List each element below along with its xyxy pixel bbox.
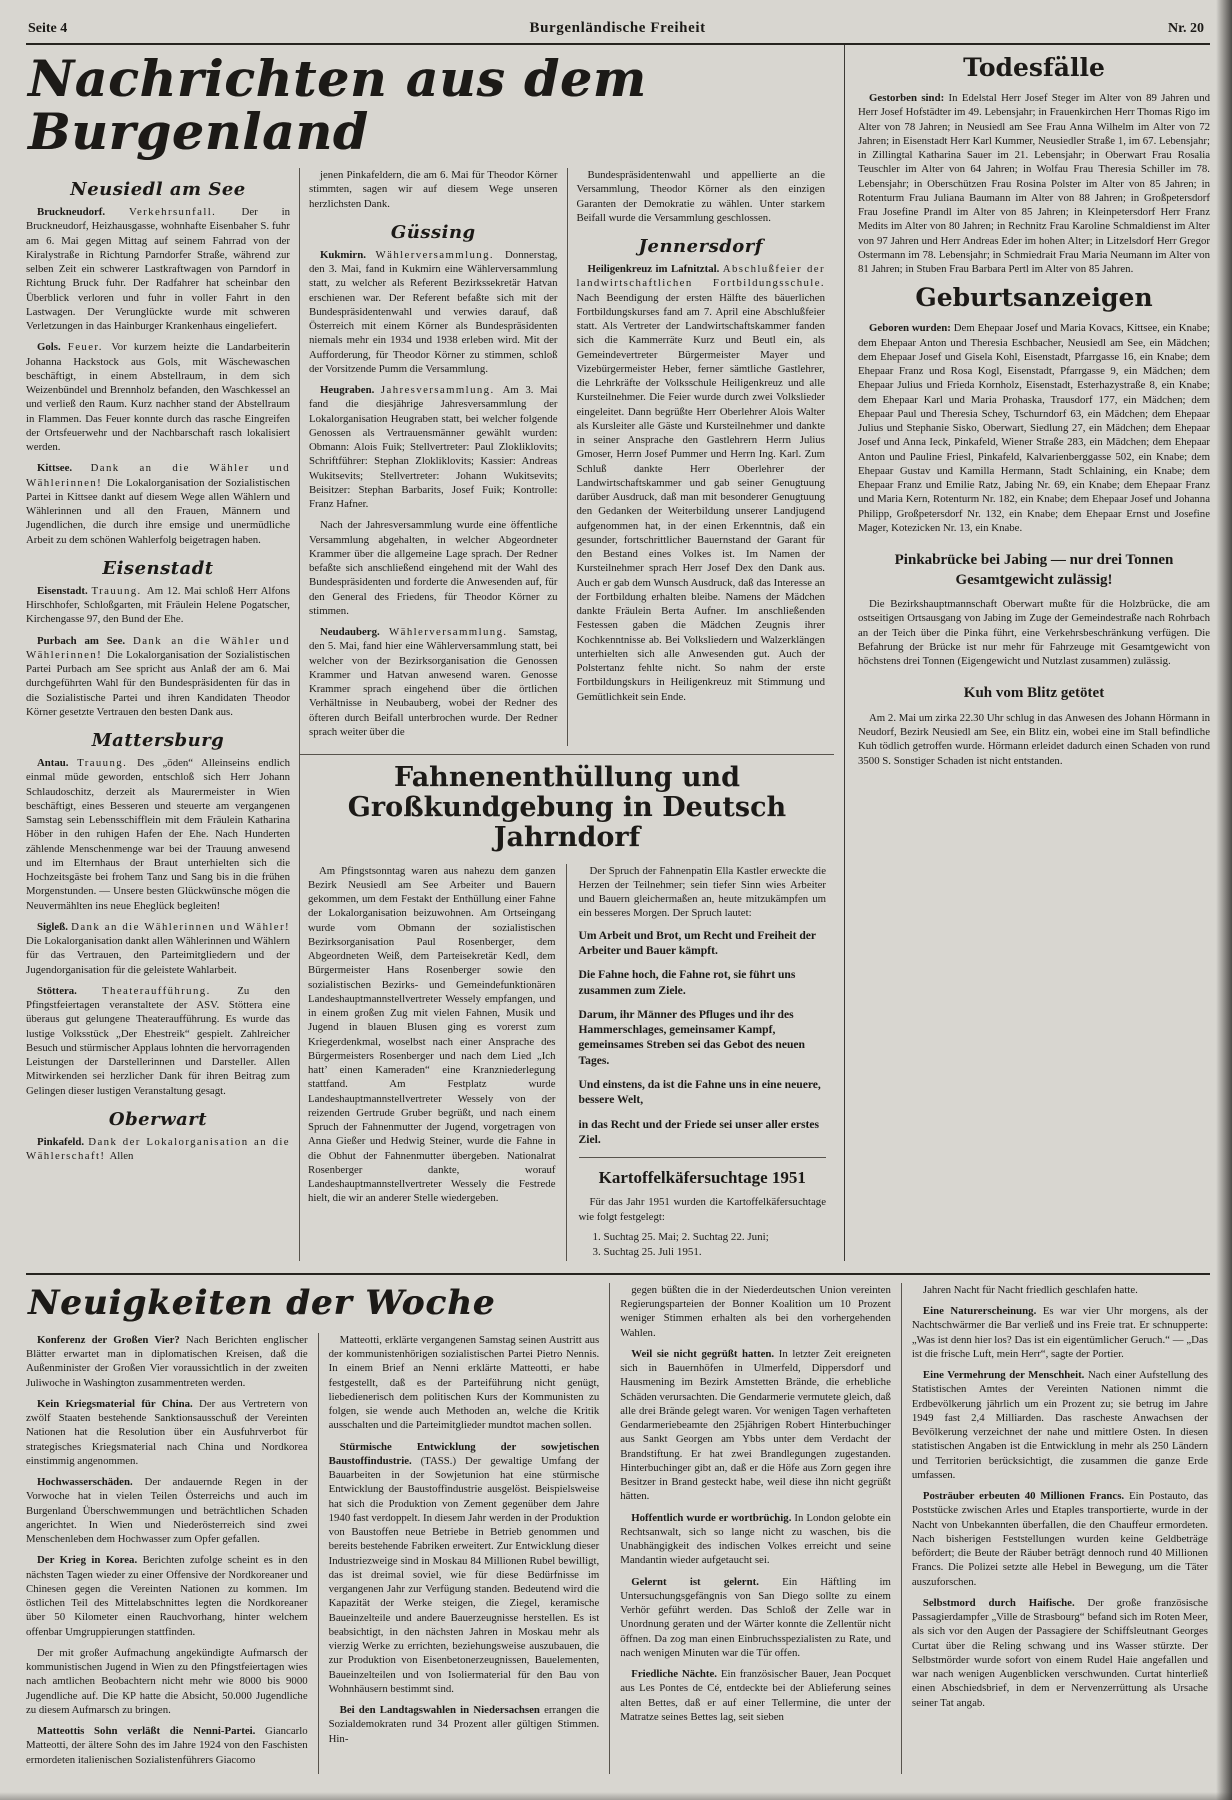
article-paragraph: Sigleß. Dank an die Wählerinnen und Wähler! Die Lokalorganisation dankt allen Wählerinnen und Wählern für das Vertrauen, den Parteimitgliedern und der Jugendorganisation für die geleistete Wahlarbeit. bbox=[26, 920, 290, 976]
article-paragraph: Kittsee. Dank an die Wähler und Wählerinnen! Die Lokalorganisation der Sozialistischen Partei in Kittsee dankt auf diesem Wege allen Wählern und Wählerinnen und all den Frauen, Männern und Jugendlichen, die durch ihre emsige und unermüdliche Arbeit zu dem schönen Wahlerfolg beigetragen haben. bbox=[26, 462, 290, 546]
page-number: Seite 4 bbox=[28, 21, 68, 36]
column-2-3-zone bbox=[299, 168, 834, 1261]
article-paragraph: Weil sie nicht gegrüßt hatten. In letzter Zeit ereigneten sich in Bauernhöfen in Ulmerfeld, Dippersdorf und Hausmening im Bezirk Amstetten Brände, die erhebliche Schäden verursachten. Die Gendarmerie vermutete gleich, daß alle drei Brände gelegt waren. Vor wenigen Tagen verhafteten Gendarmeriebeamte den 25jährigen Robert Hinterbuchinger aus Sankt Georgen am Ybbs unter dem Verdacht der Brandstiftung. Er hat zwei Brandlegungen zugestanden. Hinterbuchinger gibt an, daß er die Höfe aus Zorn gegen ihre Besitzer in Brand gesteckt habe, weil diese ihn nicht gegrüßt hätten. bbox=[620, 1347, 891, 1503]
right-column bbox=[844, 45, 1210, 1261]
issue-number: Nr. 20 bbox=[1167, 21, 1204, 36]
bottom-section bbox=[26, 1273, 1210, 1774]
article-paragraph: Bundespräsidentenwahl und appellierte an die Versammlung, Theodor Körner als den einzigen Garanten der Demokratie zu wählen. Unter starkem Beifall wurde die Versammlung geschlossen. bbox=[576, 169, 825, 224]
article-paragraph: Kukmirn. Wählerversammlung. Donnerstag, den 3. Mai, fand in Kukmirn eine Wählerversammlung statt, zu welcher als Referent Bezirkssekretär Hatvan erschienen war. Der Referent befaßte sich mit der Bundespräsidentenwahl und verwies darauf, daß Österreich mit einem Körner als Bundespräsidenten niemals mehr ein 1934 und 1938 erleben wird. Mit der Aufforderung, für Theodor Körner zu stimmen, schloß der Vorsitzende Pumm die Versammlung. bbox=[309, 248, 558, 375]
article-heading: Pinkabrücke bei Jabing — nur drei Tonnen Gesamtgewicht zulässig! bbox=[894, 552, 1174, 588]
article-heading: Kuh vom Blitz getötet bbox=[963, 685, 1105, 702]
column-1 bbox=[26, 168, 299, 1261]
poem-line: Darum, ihr Männer des Pfluges und ihr des Hammerschlages, gemeinsamer Kampf, gemeinsames Streben sei das Gebot des neuen Tages. bbox=[578, 1007, 806, 1067]
article-paragraph: Der Krieg in Korea. Berichten zufolge scheint es in den nächsten Tagen wieder zu einer Offensive der Nordkoreaner und Chinesen gegen die Vereinten Nationen zu kommen. Im östlichen Teil des Mittelabschnittes legten die Nordkoreaner über 50 Kilometer einen Rauchvorhang, hinter welchem offenbar Umgruppierungen stattfinden. bbox=[26, 1554, 308, 1638]
column-heading: Geburtsanzeigen bbox=[915, 283, 1153, 313]
article-paragraph: Konferenz der Großen Vier? Nach Berichten englischer Blätter erwartet man in diplomatischen Kreisen, daß die Außenminister der Großen Vier voraussichtlich in der zweiten Juliwoche in Washington zusammentreten werden. bbox=[26, 1333, 308, 1389]
article-paragraph: Antau. Trauung. Des „öden“ Alleinseins endlich einmal müde geworden, entschloß sich Herr Johann Schlaudoschitz, derzeit als Maurermeister in Wien beschäftigt, eines Besseren und steuerte am vergangenen Samstag sein Lebensschifflein mit dem Fräulein Katharina Höber in den ruhigen Hafen der Ehe. Nach Hunderten zählende Menschenmenge war bei der Trauung anwesend und im Elternhaus der Braut unterhielten sich die Hochzeitsgäste bei frohem Tanz und Sang bis in die frühen Morgenstunden. — Unsere besten Glückwünsche mögen die Neuvermählten ins neue Eheglück begleiten! bbox=[26, 757, 290, 912]
section-heading: Neusiedl am See bbox=[70, 179, 246, 200]
article-paragraph: Hochwasserschäden. Der andauernde Regen in der Vorwoche hat in vielen Teilen Österreichs und auch im Burgenland Überschwemmungen und beträchtlichen Schaden angerichtet. In Wien und Niederösterreich sind zwei Menschenleben dem Hochwasser zum Opfer gefallen. bbox=[26, 1476, 308, 1546]
top-section bbox=[26, 45, 1210, 1261]
scan-bottom-shadow bbox=[0, 1792, 1232, 1800]
newspaper-title: Burgenländische Freiheit bbox=[529, 20, 706, 36]
article-paragraph: Heugraben. Jahresversammlung. Am 3. Mai fand die diesjährige Jahresversammlung der Lokalorganisation Heugraben statt, bei welcher folgende Genossen als Vertrauensmänner gewählt wurden: Obmann: Alois Fuik; Stellvertreter: Paul Zlokliklovits; Schriftführer: Stephan Zlokliklovits; Kassier: Andreas Wukitsevits; Stellvertreter: Johann Wukitsevits; Beisitzer: Stephan Barbarits, Josef Fuik; Kontrolle: Franz Hafner. bbox=[309, 384, 558, 510]
article-paragraph: Am Pfingstsonntag waren aus nahezu dem ganzen Bezirk Neusiedl am See Arbeiter und Bauern gekommen, um dem Festakt der Enthüllung einer Fahne der Lokalorganisation beizuwohnen. Am Ortseingang wurde vom Obmann der sozialistischen Bezirksorganisation Paul Rosenberger, dem Abgeordneten Weiß, dem Parteisekretär Kedl, dem Bürgermeister Hans Rosenberger sowie den sozialistischen Bezirks- und Gemeindefunktionären Landeshauptmannstellvertreter Wessely empfangen, und in einem großen Zug mit vielen Fahnen, Musik und Jugend in blauen Blusen ging es vorerst zum Kriegerdenkmal, woselbst nach einer Ansprache des Bürgermeisters Rosenberger und nach dem Lied „Ich hatt’ einen Kameraden“ eine Kranzniederlegung stattfand. Am Festplatz wurde Landeshauptmannstellvertreter Wessely von der reizenden Gertrude Gruber begrüßt, und nach einem Spruch der Fahnenmutter der Jugend, vorgetragen von Anna Gießer und Hedwig Steiner, wurde die Fahne in die Obhut der Fahnenmutter übergeben. Nationalrat Rosenberger dankte, worauf Landeshauptmannstellvertreter Wessely die Festrede hielt, die wir an anderer Stelle wiedergeben. bbox=[308, 864, 556, 1205]
feature-article bbox=[300, 754, 834, 1261]
main-news-zone bbox=[26, 45, 834, 1261]
section-heading: Oberwart bbox=[108, 1108, 208, 1130]
notice-intro: Für das Jahr 1951 wurden die Kartoffelkäfersuchtage wie folgt festgelegt: bbox=[578, 1196, 826, 1223]
poem-line: in das Recht und der Friede sei unser aller erstes Ziel. bbox=[578, 1117, 820, 1146]
article-paragraph: Neudauberg. Wählerversammlung. Samstag, den 5. Mai, fand hier eine Wählerversammlung statt, bei welcher von der Bezirksorganisation die Genossen Krammer und Hatvan anwesend waren. Genosse Krammer sprach eingehend über die örtlichen Verhältnisse in Neubauberg, wobei der Redner des öfteren durch Beifall unterbrochen wurde. Der Redner sprach weiter über die bbox=[309, 626, 558, 738]
article-paragraph: Purbach am See. Dank an die Wähler und Wählerinnen! Die Lokalorganisation der Sozialistischen Partei Purbach am See spricht aus Anlaß der am 6. Mai durchgeführten Wahl für den Bundespräsidenten für das in die Sozialistische Partei und ihren Kandidaten Theodor Körner gesetzte Vertrauen den besten Dank aus. bbox=[26, 634, 290, 718]
bottom-column-4 bbox=[901, 1283, 1210, 1774]
article-paragraph: Friedliche Nächte. Ein französischer Bauer, Jean Pocquet aus Les Pontes de Cé, entdeckte bei der Ablieferung seines alten Bettes, daß er auf einer Tellermine, die unter der Matratze seines Bettes lag, seit sieben bbox=[620, 1668, 891, 1723]
section-masthead: Nachrichten aus dem Burgenland bbox=[28, 49, 647, 161]
bottom-column-3 bbox=[609, 1283, 901, 1774]
flag-poem bbox=[579, 928, 827, 1148]
article-paragraph: Jahren Nacht für Nacht friedlich geschlafen hatte. bbox=[922, 1283, 1138, 1296]
section-heading: Eisenstadt bbox=[102, 557, 214, 579]
article-paragraph: Der mit großer Aufmachung angekündigte Aufmarsch der kommunistischen Jugend in Wien zu den Pfingstfeiertagen wies nach amtlichen Beobachtern nicht mehr wie 8000 bis 9000 Jugendliche auf. Die KP hatte die Absicht, 50.000 Jugendliche zu diesem Aufmarsch zu bringen. bbox=[26, 1646, 308, 1716]
poem-line: Um Arbeit und Brot, um Recht und Freiheit der Arbeiter und Bauer kämpft. bbox=[578, 928, 816, 957]
article-paragraph: Pinkafeld. Dank der Lokalorganisation an die Wählerschaft! Allen bbox=[26, 1135, 290, 1162]
section-heading: Jennersdorf bbox=[638, 236, 764, 257]
column-heading: Todesfälle bbox=[963, 53, 1105, 82]
notice-dates bbox=[579, 1231, 827, 1258]
article-paragraph: Hoffentlich wurde er wortbrüchig. In London gelobte ein Rechtsanwalt, sich so lange nicht zu waschen, bis die Unabhängigkeit des indischen Volkes erreicht und seine Mandantin wieder aufgetaucht sei. bbox=[620, 1511, 891, 1567]
article-paragraph: Matteottis Sohn verläßt die Nenni-Partei. Giancarlo Matteotti, der ältere Sohn des im Jahre 1924 von den Faschisten ermordeten italienischen Sozialistenführers Giacomo bbox=[26, 1725, 308, 1766]
section-heading: Güssing bbox=[390, 221, 476, 243]
column-3 bbox=[567, 168, 835, 746]
article-paragraph: jenen Pinkafeldern, die am 6. Mai für Theodor Körner stimmten, sagen wir auf diesem Wege unseren herzlichsten Dank. bbox=[309, 169, 558, 210]
article-paragraph: Die Bezirkshauptmannschaft Oberwart mußte für die Holzbrücke, die am ostseitigen Ortsausgang von Jabing im Zuge der Gemeindestraße nach Rohrbach an der Teich über die Pinka führt, eine Verkehrsbeschränkung verfügen. Die Befahrung der Brücke ist nur mehr für Fahrzeuge mit Gesamtgewicht von höchstens drei Tonnen (Eigengewicht und Nutzlast zusammen) zulässig. bbox=[858, 598, 1210, 667]
feature-left-column bbox=[308, 864, 566, 1261]
potato-beetle-notice bbox=[579, 1157, 827, 1258]
article-paragraph: Bruckneudorf. Verkehrsunfall. Der in Bruckneudorf, Heizhausgasse, wohnhafte Eisenbaher S. fuhr am 6. Mai gegen Mittag auf seinem Fahrrad von der Kiralystraße in Richtung Parndorfer Straße, während zur selben Zeit ein schwerer Lastkraftwagen von Parndorf in Richtung Bruck fuhr. Der Radfahrer hat scheinbar den Überblick verloren und fuhr in voller Fahrt in den Lastwagen. Der Verunglückte wurde mit schweren Verletzungen in das Hainburger Krankenhaus eingeliefert. bbox=[26, 206, 290, 332]
poem-line: Und einstens, da ist die Fahne uns in eine neuere, bessere Welt, bbox=[578, 1078, 821, 1107]
search-day-line: 1. Suchtag 25. Mai; 2. Suchtag 22. Juni; bbox=[592, 1230, 769, 1243]
page-header bbox=[26, 18, 1210, 45]
article-paragraph: Gols. Feuer. Vor kurzem heizte die Landarbeiterin Johanna Hackstock aus Gols, mit Wäschewaschen beschäftigt, in einem Abstellraum, in dem sich Weizenbündel und Brennholz befanden, den Waschkessel an und verließ den Raum. Kurz nachher stand der Abstellraum in Flammen. Das Feuer konnte durch das rasche Eingreifen der Ortsfeuerwehr und der Nachbarschaft rasch lokalisiert werden. bbox=[26, 341, 290, 453]
feature-headline: Fahnenenthüllung und Großkundgebung in Deutsch Jahrndorf bbox=[347, 762, 787, 854]
news-columns bbox=[26, 168, 834, 1261]
article-paragraph: Matteotti, erklärte vergangenen Samstag seinen Austritt aus der kommunistenhörigen sozialistischen Partei Pietro Nennis. In einem Brief an Nenni erklärte Matteotti, er habe festgestellt, daß es der Parteiführung nicht genügt, liebedienerisch dem politischen Kurs der Kommunisten zu folgen, sie wende auch Methoden an, welche die Kritik ausschalten und die Parteimitglieder mundtot machen sollen. bbox=[328, 1333, 600, 1432]
poem-line: Die Fahne hoch, die Fahne rot, sie führt uns zusammen zum Ziele. bbox=[578, 968, 796, 997]
article-paragraph: Nach der Jahresversammlung wurde eine öffentliche Versammlung abgehalten, in welcher Abgeordneter Krammer über die allgemeine Lage sprach. Der Redner befaßte sich anschließend eingehend mit der Wahl des Bundespräsidenten und forderte die Anwesenden auf, für den General des Friedens, für Theodor Körner zu stimmen. bbox=[309, 519, 558, 617]
column-2 bbox=[300, 168, 567, 746]
article-paragraph: Gelernt ist gelernt. Ein Häftling im Untersuchungsgefängnis von San Diego sollte zu einem Verhör geführt werden. Das Schloß der Zelle war in Unordnung geraten und der Wärter konnte die Zellentür nicht öffnen. Da zog man einen Einbruchsspezialisten zu Rate, und nach wenigen Minuten war die Tür offen. bbox=[620, 1575, 891, 1659]
article-paragraph: Geboren wurden: Dem Ehepaar Josef und Maria Kovacs, Kittsee, ein Knabe; dem Ehepaar Anton und Theresia Eschbacher, Neusiedl am See, ein Mädchen; dem Ehepaar Josef und Gisela Kohl, Eisenstadt, Pfarrgasse 16, ein Knabe; dem Ehepaar Franz und Rosa Kogl, Eisenstadt, Pfarrgasse 9, ein Mädchen; dem Ehepaar Julius und Frieda Kornholz, Eisenstadt, Esterhazystraße 8, ein Knabe; dem Ehepaar Karl und Maria Prohaska, Trausdorf 177, ein Mädchen; dem Ehepaar Paul und Theresia Schey, Tschurndorf 63, ein Mädchen; dem Ehepaar Julius und Stephanie Sisko, Oberwart, Siedlung 27, ein Mädchen; dem Ehepaar Josef und Anna Ieck, Pinkafeld, Wiener Straße 283, ein Mädchen; dem Ehepaar Anton und Pauline Friesl, Pinkafeld, Kalvarienberggasse 502, ein Knabe; dem Ehepaar Gustav und Kamilla Hermann, Stadt Schlaining, ein Knabe; dem Ehepaar Franz und Emilie Ratz, Jabing Nr. 69, ein Knabe; dem Ehepaar Franz und Maria Kern, Rotenturm Nr. 182, ein Knabe; dem Ehepaar Josef und Johanna Philipp, Großpetersdorf Nr. 132, ein Knabe; dem Ehepaar Ernst und Josefine Mager, Kotezicken Nr. 13, ein Knabe. bbox=[858, 322, 1210, 534]
article-paragraph: Posträuber erbeuten 40 Millionen Francs. Ein Postauto, das Poststücke zwischen Arles und Etaples transportierte, wurde in der Nacht von Unbekannten überfallen, die den Chauffeur ermordeten. Nach bisherigen Feststellungen wurden keine Geldbeträge befördert; die Beute der Räuber beträgt dennoch rund 40 Millionen Francs. Die Polizei setzte alle Hebel in Bewegung, um die Täter auszuforschen. bbox=[911, 1490, 1208, 1588]
article-paragraph: Bei den Landtagswahlen in Niedersachsen errangen die Sozialdemokraten rund 34 Prozent aller gültigen Stimmen. Hin- bbox=[328, 1704, 600, 1745]
article-paragraph: Eine Naturerscheinung. Es war vier Uhr morgens, als der Nachtschwärmer die Bar verließ und ins Freie trat. Er schnupperte: „Was ist denn hier los? Das ist ein eigentümlicher Geruch.“ — „Das ist die frische Luft, mein Herr“, sagte der Portier. bbox=[911, 1305, 1208, 1360]
article-paragraph: Stöttera. Theateraufführung. Zu den Pfingstfeiertagen veranstaltete der ASV. Stöttera eine überaus gut gelungene Theateraufführung. Es wurde das lustige Volksstück „Der Ehestreik“ gespielt. Zahlreicher Besuch und stürmischer Applaus lohnten die hervorragenden Leistungen der Darstellerinnen und Darsteller. Allen Mitwirkenden sei herzlicher Dank für ihren Beitrag zum Gelingen dieser lustigen Veranstaltung gesagt. bbox=[26, 984, 290, 1097]
bottom-column-2 bbox=[318, 1333, 610, 1774]
news-of-week-headline: Neuigkeiten der Woche bbox=[28, 1282, 496, 1323]
article-paragraph: Selbstmord durch Haifische. Der große französische Passagierdampfer „Ville de Strasbourg“ befand sich im Roten Meer, als sich vor den Augen der Passagiere der Schiffsleutnant Georges Curtat über die Reling schwang und ins Wasser stürzte. Der Selbstmörder wurde sofort von einem Rudel Haie angefallen und war nach wenigen Augenblicken verschwunden. Curtat hinterließ einen Abschiedsbrief, in dem er Nervenzerrüttung als Ursache seiner Tat angab. bbox=[911, 1596, 1208, 1709]
article-paragraph: Eine Vermehrung der Menschheit. Nach einer Aufstellung des Statistischen Amtes der Vereinten Nationen nimmt die Erdbevölkerung jährlich um ein Prozent zu; sie betrug im Jahre 1949 fast 2,4 Milliarden. Das rascheste Anwachsen der Bevölkerung verzeichnet der nahe und mittlere Osten. In diesen statistischen Angaben ist die Entwicklung in mehr als 250 Ländern und Territorien berücksichtigt, die zusammen die ganze Erde umfassen. bbox=[911, 1369, 1208, 1481]
feature-body bbox=[308, 864, 826, 1261]
article-paragraph: Gestorben sind: In Edelstal Herr Josef Steger im Alter von 89 Jahren und Herr Josef Hofstädter im 49. Lebensjahr; in Frauenkirchen Herr Thomas Rigo im Alter von 78 Jahren; in Neusiedl am See Frau Anna Wilhelm im Alter von 72 Jahren; in Eisenstadt Herr Karl Kummer, Neusiedler Straße 1, im 67. Lebensjahr; in Zillingtal Katharina Sauer im 21. Lebensjahr; in Oberwart Frau Rosalia Teuschler im Alter von 64 Jahren; in Wolfau Frau Theresia Schiller im 78. Lebensjahr; in Oberschützen Frau Rosina Polster im Alter von 85 Jahren; in Rotenturm Frau Juliana Baumann im Alter von 88 Jahren; in Großpetersdorf Frau Josefine Prandl im Alter von 85 Jahren; in Kleinpetersdorf Herr Franz Medits im Alter von 80 Jahren; in Rechnitz Frau Karoline Schmaldienst im Alter von 97 Jahren und Herr Andreas Eder im hohen Alter; in Litzelsdorf Herr Gregor Ostermann im 78. Lebensjahr; in Schmiedrait Frau Maria Neumann im Alter von 81 Jahren; in Stuben Frau Barbara Pertl im Alter von 85 Jahren. bbox=[858, 92, 1211, 275]
scan-edge-shadow bbox=[1216, 0, 1232, 1800]
article-paragraph: Am 2. Mai um zirka 22.30 Uhr schlug in das Anwesen des Johann Hörmann in Neudorf, Bezirk Neusiedl am See, ein Blitz ein, wobei eine im Stall befindliche Kuh tödlich getroffen wurde. Hörmann erleidet dadurch einen Schaden von rund 3500 S. Sonstiger Schaden ist nicht entstanden. bbox=[858, 711, 1210, 767]
bottom-column-1 bbox=[26, 1333, 318, 1774]
feature-intro: Der Spruch der Fahnenpatin Ella Kastler erweckte die Herzen der Teilnehmer; sein tiefer Sinn wies Arbeiter und Bauern gleichermaßen an, heute mitzukämpfen um ein besseres Morgen. Der Spruch lautet: bbox=[578, 864, 826, 920]
article-paragraph: Eisenstadt. Trauung. Am 12. Mai schloß Herr Alfons Hirschhofer, Schloßgarten, mit Fräulein Helene Pogatscher, Kirchengasse 97, den Bund der Ehe. bbox=[26, 584, 290, 626]
feature-right-column bbox=[566, 864, 827, 1261]
search-day-line: 3. Suchtag 25. Juli 1951. bbox=[592, 1245, 702, 1258]
article-paragraph: gegen büßten die in der Niederdeutschen Union vereinten Regierungsparteien der Bonner Koalition um 10 Prozent weniger Stimmen erhalten als bei den vorhergehenden Wahlen. bbox=[620, 1283, 891, 1339]
section-heading: Mattersburg bbox=[91, 730, 225, 751]
columns-2-3-top bbox=[300, 168, 834, 746]
article-paragraph: Kein Kriegsmaterial für China. Der aus Vertretern von zwölf Staaten bestehende Sanktionsausschuß der Vereinten Nationen hat die Resolution über ein Ausfuhrverbot für strategisches Kriegsmaterial nach China und Nordkorea einstimmig angenommen. bbox=[26, 1397, 308, 1467]
notice-heading: Kartoffelkäfersuchtage 1951 bbox=[598, 1168, 806, 1188]
article-paragraph: Heiligenkreuz im Lafnitztal. Abschlußfeier der landwirtschaftlichen Fortbildungsschule. Nach Beendigung der ersten Hälfte des bäuerlichen Fortbildungskurses fand am 7. April eine Abschlußfeier statt. Als Vertreter der Landwirtschaftskammer fanden sich die Kammerräte Kurz und Beutl ein, als Gemeindevertreter Bürgermeister Mayer und Vizebürgermeister Heber, ferner sämtliche Gastlehrer, die Lehrkräfte der Volksschule Heiligenkreuz und alle Kursteilnehmer. Die Feier wurde durch zwei Volkslieder eingeleitet. Dann begrüßte Herr Oberlehrer Alois Walter als Kursleiter alle Gäste und Kursteilnehmer und dankte in seiner Ansprache den Gastlehrern Herrn Julius Gmoser, Herrn Josef Pummer und Herrn Ing. Karl. Zum Schluß dankte Herr Oberlehrer der Landwirtschaftskammer und gab seiner Genugtuung darüber Ausdruck, daß man mit besonderer Genugtuung den Gedanken der Weiterbildung unserer Landjugend aufgenommen hat, in der einen Erkenntnis, daß ein gesunder, fortschrittlicher Bauernstand der Garant für den Bestand eines Volkes ist. Im Namen der Kursteilnehmer sprach Herr Josef Dex den Dank aus. Auch er gab dem Wunsch Ausdruck, daß das Interesse an der Fortbildung erhalten bleibe. Namens der Mädchen dankte Fräulein Berta Aufner. Im anschließenden Festessen gaben die Mädchen Zeugnis ihrer Kochkenntnisse ab. Bei Volksliedern und Walzerklängen unterhielten sich alle Anwesenden gut. Auch der Polstertanz fehlte nicht. So nahm der erste Fortbildungskurs in Heiligenkreuz mit Stimmung und Gemütlichkeit sein Ende. bbox=[576, 263, 825, 703]
article-paragraph: Stürmische Entwicklung der sowjetischen Baustoffindustrie. (TASS.) Der gewaltige Umfang der Bauarbeiten in der Sowjetunion hat eine stürmische Entwicklung der Baustoffindustrie ausgelöst. Beispielsweise hat sich die Produktion von Zement gegenüber dem Jahre 1940 fast verdoppelt. In diesem Jahr werden in der Produktion von Baustoffen neue Betriebe in Betrieb genommen und bereits bestehende Fabriken erweitert. Zur Entwicklung dieser Industriezweige sind in Moskau 84 Millionen Rubel bewilligt, das ist dreimal soviel, wie für diese Bedürfnisse im vergangenen Jahr zur Verfügung standen. Bedeutend wird die Kapazität der Werke steigen, die Ziegel, keramische Baueinzelteile und andere Bauerzeugnisse herstellen. Es ist beabsichtigt, in den nächsten Jahren in Moskau mehr als vierzig Werke zu errichten, beziehungsweise auszubauen, die zur Produktion von Eisenbetonerzeugnissen, Bauelementen, Baueinzelteilen und von Isoliermaterial für den Bau von Wohnhäusern bestimmt sind. bbox=[328, 1440, 600, 1695]
